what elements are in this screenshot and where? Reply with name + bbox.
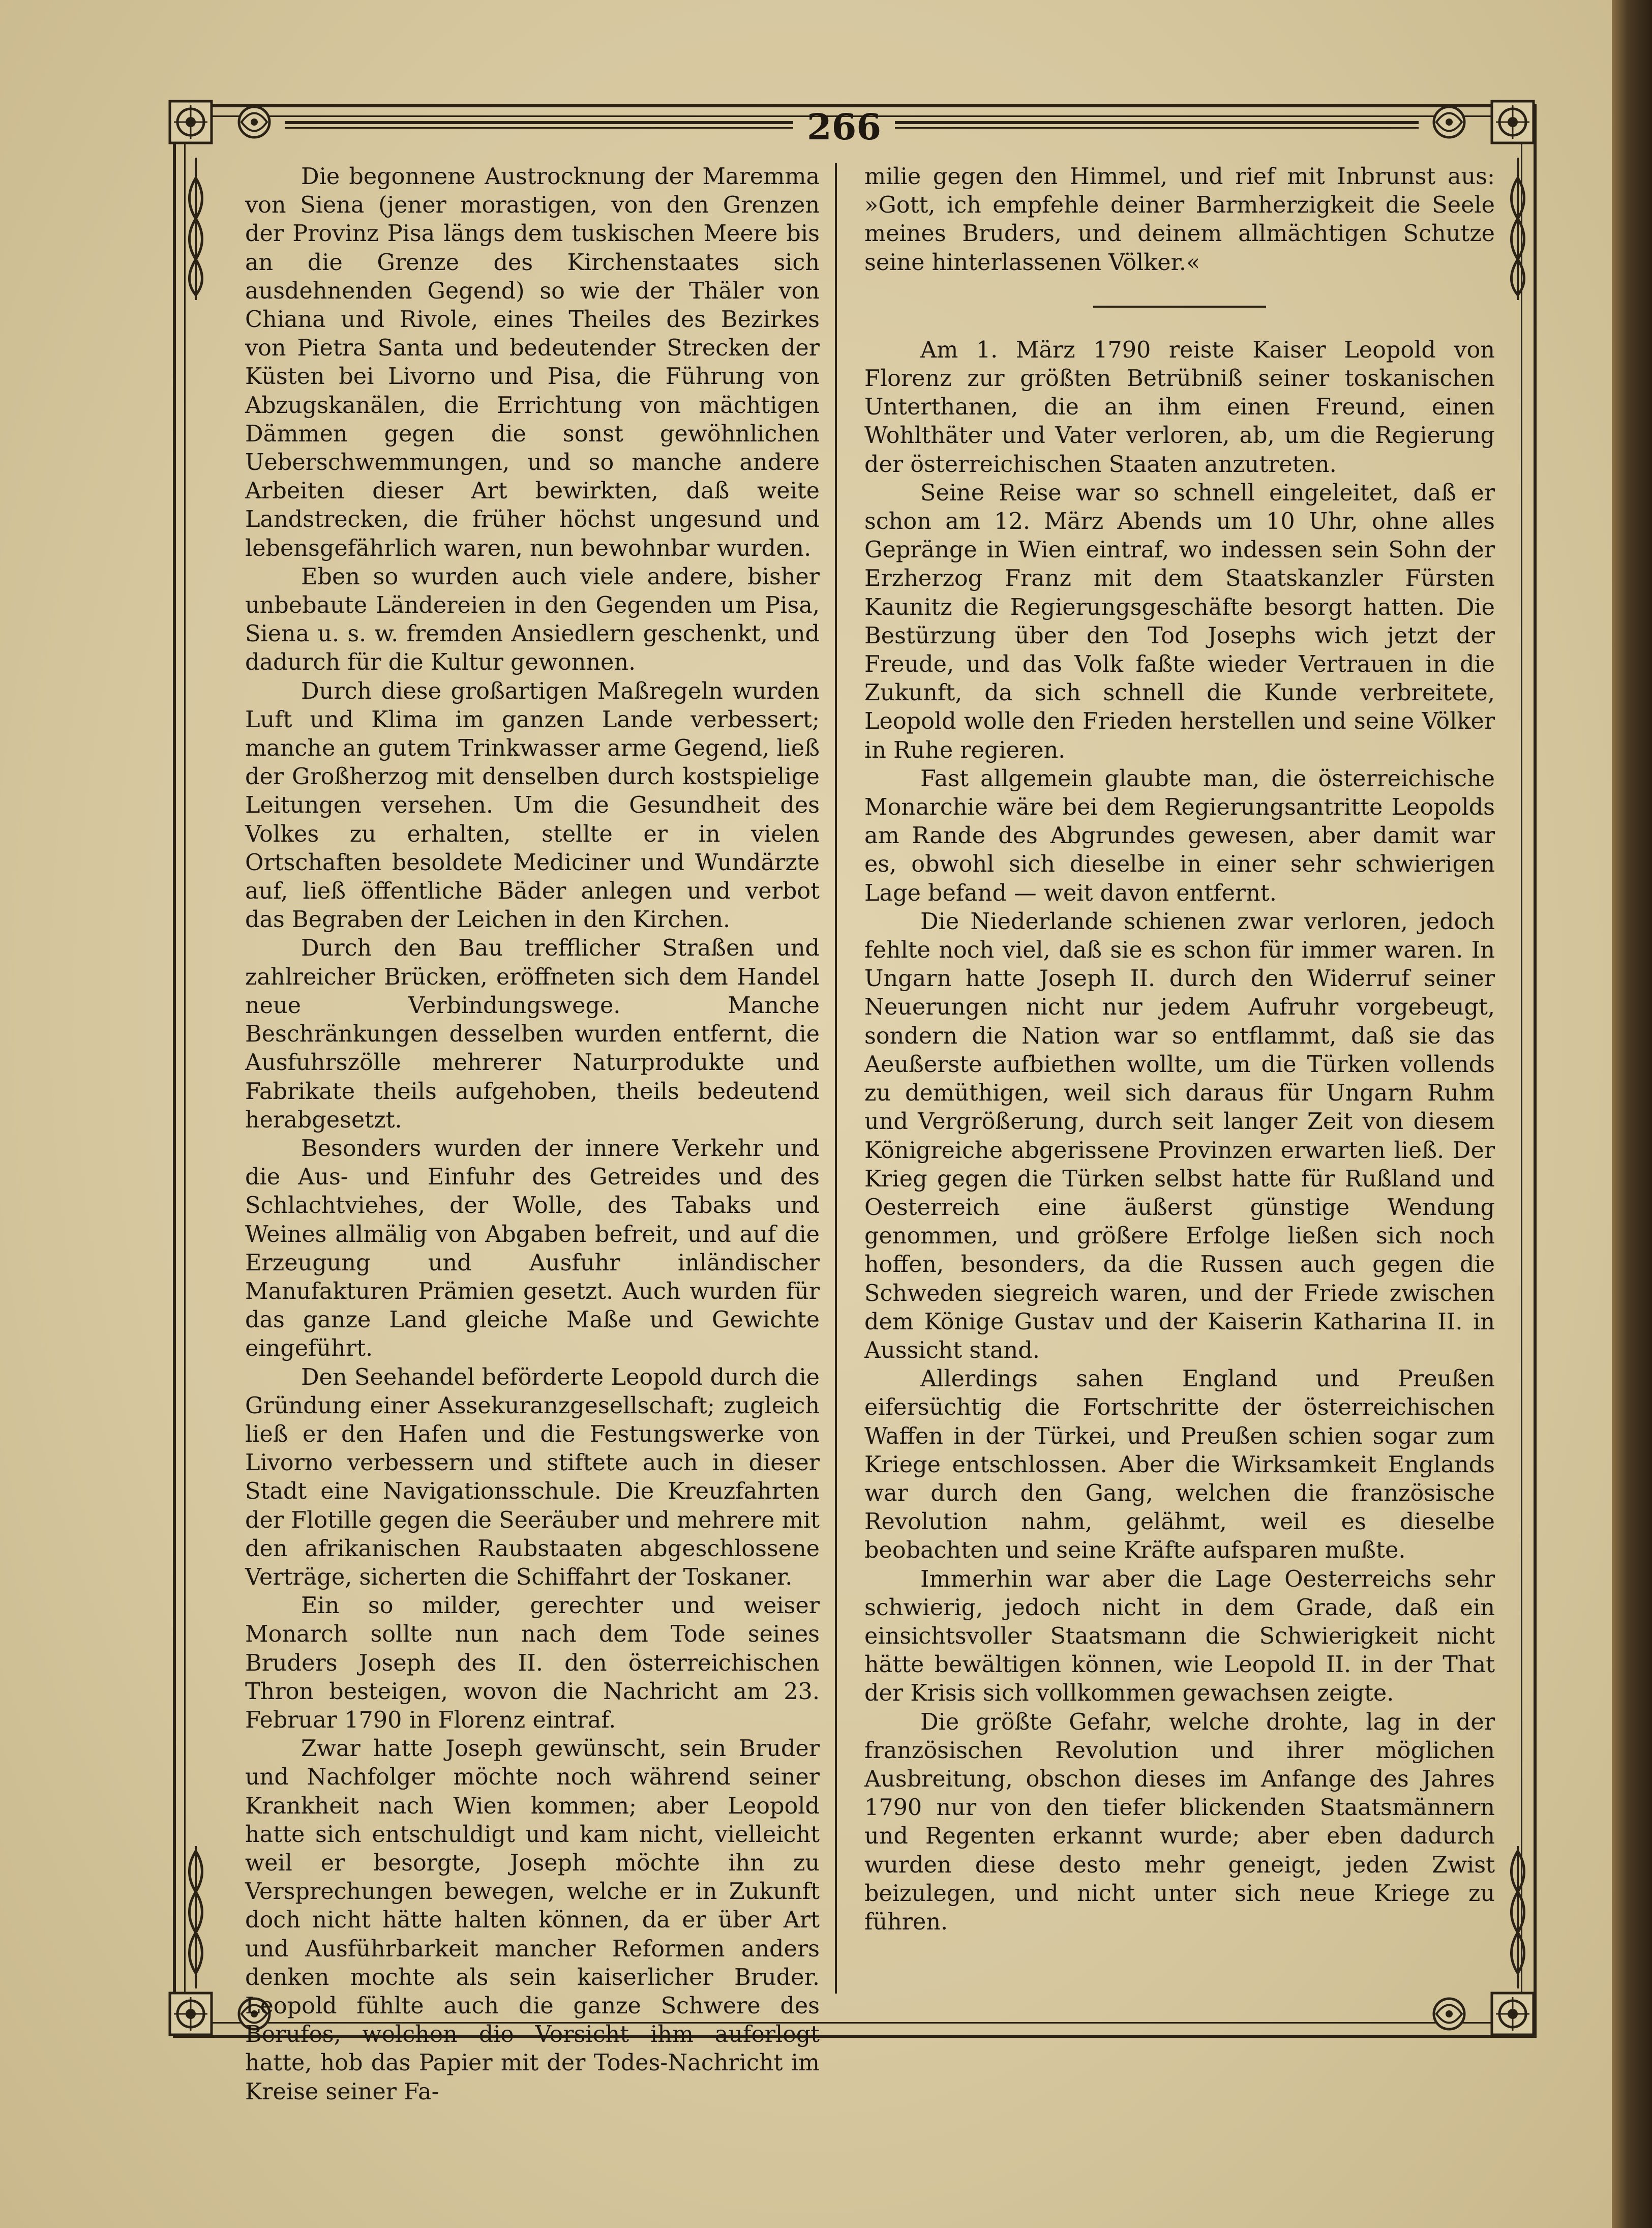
paragraph: Die größte Gefahr, welche drohte, lag in der französischen Revolution und ihrer möglichen Ausbreitung, obschon dieses im Anfange des Jahres 1790 nur von den tiefer blickenden Staatsmännern und Regenten erkannt wurde; aber eben dadurch wurden diese desto mehr geneigt, jeden Zwist beizulegen, und nicht unter sich neue Kriege zu führen. (864, 1709, 1495, 1935)
header-rule-left (285, 121, 793, 129)
header-rule-right (895, 121, 1419, 129)
book-spine-edge (1612, 0, 1652, 2228)
paragraph: Durch diese großartigen Maßregeln wurden Luft und Klima im ganzen Lande verbessert; manche an gutem Trinkwasser arme Gegend, ließ der Großherzog mit denselben durch kostspielige Leitungen versehen. Um die Gesundheit des Volkes zu erhalten, stellte er in vielen Ortschaften besoldete Mediciner und Wundärzte auf, ließ öffentliche Bäder anlegen und verbot das Begraben der Leichen in den Kirchen. (245, 678, 820, 933)
side-scroll-ornament-icon (1503, 158, 1533, 300)
corner-rosette-icon (168, 1991, 214, 2037)
left-text-column (245, 163, 820, 2106)
corner-rosette-icon (1490, 99, 1536, 145)
paragraph: Besonders wurden der innere Verkehr und die Aus- und Einfuhr des Getreides und des Schlachtviehes, der Wolle, des Tabaks und Weines allmälig von Abgaben befreit, und auf die Erzeugung und Ausfuhr inländischer Manufakturen Prämien gesetzt. Auch wurden für das ganze Land gleiche Maße und Gewichte eingeführt. (245, 1135, 820, 1362)
paragraph: Fast allgemein glaubte man, die österreichische Monarchie wäre bei dem Regierungsantritte Leopolds am Rande des Abgrundes gewesen, aber damit war es, obwohl sich dieselbe in einer sehr schwierigen Lage befand — weit davon entfernt. (864, 765, 1495, 906)
paragraph: Die begonnene Austrocknung der Maremma von Siena (jener morastigen, von den Grenzen der Provinz Pisa längs dem tuskischen Meere bis an die Grenze des Kirchenstaates sich ausdehnenden Gegend) so wie der Thäler von Chiana und Rivole, eines Theiles des Bezirkes von Pietra Santa und bedeutender Strecken der Küsten bei Livorno und Pisa, die Führung von Abzugskanälen, die Errichtung von mächtigen Dämmen gegen die sonst gewöhnlichen Ueberschwemmungen, und so manche andere Arbeiten dieser Art bewirkten, daß weite Landstrecken, die früher höchst ungesund und lebensgefährlich waren, nun bewohnbar wurden. (245, 164, 820, 561)
section-separator-rule (1093, 306, 1266, 308)
side-scroll-ornament-icon (1503, 1846, 1533, 1988)
flourish-rosette-icon (231, 99, 277, 145)
corner-rosette-icon (168, 99, 214, 145)
paragraph: Die Niederlande schienen zwar verloren, jedoch fehlte noch viel, daß sie es schon für immer waren. In Ungarn hatte Joseph II. durch den Widerruf seiner Neuerungen nicht nur jedem Aufruhr vorgebeugt, sondern die Nation war so entflammt, daß sie das Aeußerste aufbiethen wollte, um die Türken vollends zu demüthigen, weil sich daraus für Ungarn Ruhm und Vergrößerung, durch seit langer Zeit von diesem Königreiche abgerissene Provinzen erwarten ließ. Der Krieg gegen die Türken selbst hatte für Rußland und Oesterreich eine äußerst günstige Wendung genommen, und größere Erfolge ließen sich noch hoffen, besonders, da die Russen auch gegen die Schweden siegreich waren, und der Friede zwischen dem Könige Gustav und der Kaiserin Katharina II. in Aussicht stand. (864, 908, 1495, 1363)
corner-rosette-icon (1490, 1991, 1536, 2037)
paragraph: Den Seehandel beförderte Leopold durch die Gründung einer Assekuranzgesellschaft; zugleich ließ er den Hafen und die Festungswerke von Livorno verbessern und stiftete auch in dieser Stadt eine Navigationsschule. Die Kreuzfahrten der Flotille gegen die Seeräuber und mehrere mit den afrikanischen Raubstaaten abgeschlossene Verträge, sicherten die Schiffahrt der Toskaner. (245, 1364, 820, 1590)
paragraph-continuation: milie gegen den Himmel, und rief mit Inbrunst aus: »Gott, ich empfehle deiner Barmherzigkeit die Seele meines Bruders, und deinem allmächtigen Schutze seine hinterlassenen Völker.« (864, 164, 1495, 276)
flourish-rosette-icon (1426, 1991, 1472, 2037)
paragraph: Ein so milder, gerechter und weiser Monarch sollte nun nach dem Tode seines Bruders Joseph des II. den österreichischen Thron besteigen, wovon die Nachricht am 23. Februar 1790 in Florenz eintraf. (245, 1593, 820, 1733)
side-scroll-ornament-icon (181, 1846, 211, 1988)
column-divider (835, 163, 837, 1994)
paragraph: Seine Reise war so schnell eingeleitet, daß er schon am 12. März Abends um 10 Uhr, ohne alles Gepränge in Wien eintraf, wo indessen sein Sohn der Erzherzog Franz mit dem Staatskanzler Fürsten Kaunitz die Regierungsgeschäfte besorgt hatten. Die Bestürzung über den Tod Josephs wich jetzt der Freude, und das Volk faßte wieder Vertrauen in die Zukunft, da sich schnell die Kunde verbreitete, Leopold wolle den Frieden herstellen und seine Völker in Ruhe regieren. (864, 480, 1495, 763)
paragraph: Immerhin war aber die Lage Oesterreichs sehr schwierig, jedoch nicht in dem Grade, daß ein einsichtsvoller Staatsmann die Schwierigkeit nicht hätte bewältigen können, wie Leopold II. in der That der Krisis sich vollkommen gewachsen zeigte. (864, 1566, 1495, 1707)
paragraph: Am 1. März 1790 reiste Kaiser Leopold von Florenz zur größten Betrübniß seiner toskanischen Unterthanen, die an ihm einen Freund, einen Wohlthäter und Vater verloren, ab, um die Regierung der österreichischen Staaten anzutreten. (864, 337, 1495, 478)
paragraph: Durch den Bau trefflicher Straßen und zahlreicher Brücken, eröffneten sich dem Handel neue Verbindungswege. Manche Beschränkungen desselben wurden entfernt, die Ausfuhrszölle mehrerer Naturprodukte und Fabrikate theils aufgehoben, theils bedeutend herabgesetzt. (245, 935, 820, 1133)
paragraph: Allerdings sahen England und Preußen eifersüchtig die Fortschritte der österreichischen Waffen in der Türkei, und Preußen schien sogar zum Kriege entschlossen. Aber die Wirksamkeit Englands war durch den Gang, welchen die französische Revolution nahm, gelähmt, weil es dieselbe beobachten und seine Kräfte aufsparen mußte. (864, 1366, 1495, 1564)
paragraph: Eben so wurden auch viele andere, bisher unbebaute Ländereien in den Gegenden um Pisa, Siena u. s. w. fremden Ansiedlern geschenkt, und dadurch für die Kultur gewonnen. (245, 563, 820, 676)
side-scroll-ornament-icon (181, 158, 211, 300)
flourish-rosette-icon (1426, 99, 1472, 145)
right-text-column (864, 163, 1495, 1937)
paragraph: Zwar hatte Joseph gewünscht, sein Bruder und Nachfolger möchte noch während seiner Krankheit nach Wien kommen; aber Leopold hatte sich entschuldigt und kam nicht, vielleicht weil er besorgte, Joseph möchte ihn zu Versprechungen bewegen, welche er in Zukunft doch nicht hätte halten können, da er über Art und Ausführbarkeit mancher Reformen anders denken mochte als sein kaiserlicher Bruder. Leopold fühlte auch die ganze Schwere des Berufes, welchen die Vorsicht ihm auferlegt hatte, hob das Papier mit der Todes-Nachricht im Kreise seiner Fa- (245, 1736, 820, 2105)
page-number: 266 (806, 106, 882, 148)
